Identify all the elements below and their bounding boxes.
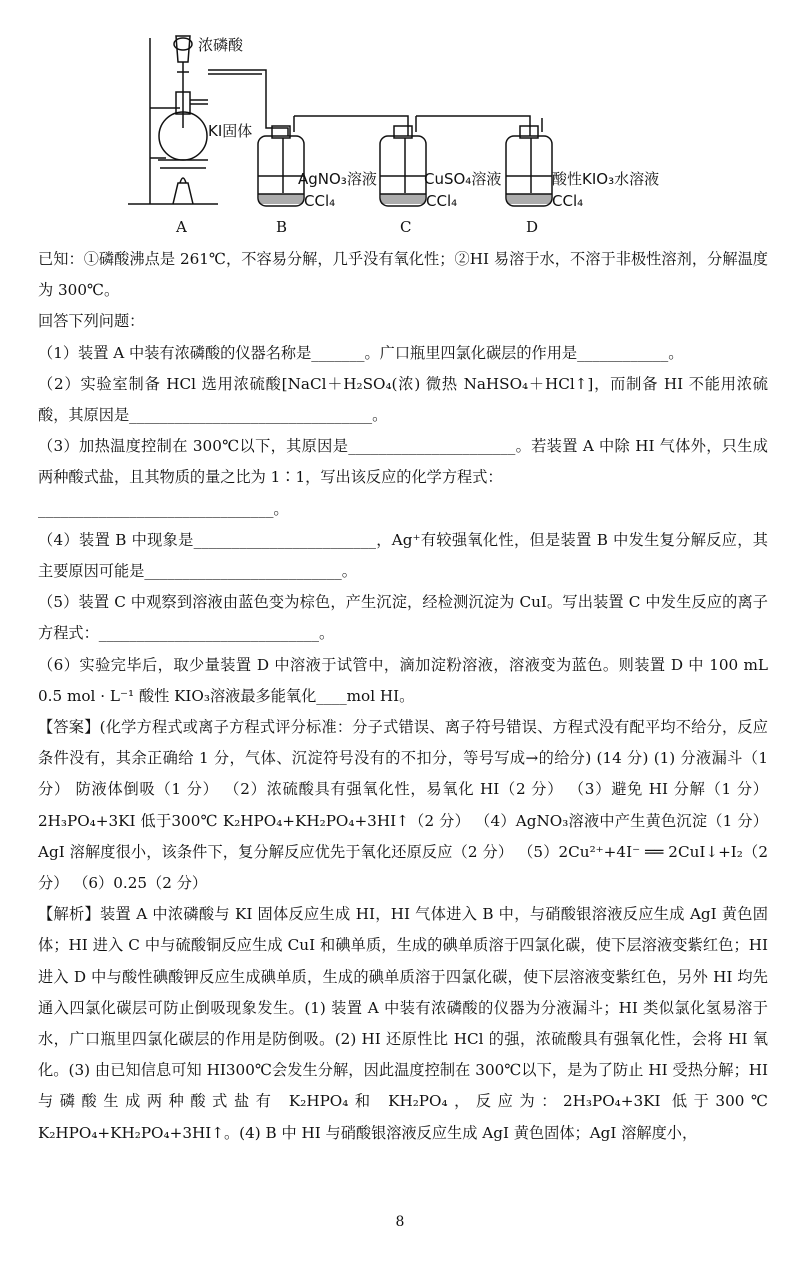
question-1: （1）装置 A 中装有浓磷酸的仪器名称是_______。广口瓶里四氯化碳层的作用是____________。 bbox=[38, 343, 684, 362]
label-ccl4-d: CCl₄ bbox=[552, 192, 584, 210]
document-body bbox=[38, 244, 768, 1149]
caption-b: B bbox=[276, 218, 288, 236]
apparatus-figure bbox=[118, 8, 698, 246]
alcohol-lamp bbox=[173, 183, 193, 204]
page-number: 8 bbox=[395, 1214, 405, 1230]
question-3-blank: _______________________________。 bbox=[38, 499, 289, 518]
answer-section: 【答案】(化学方程式或离子方程式评分标准：分子式错误、离子符号错误、方程式没有配平均不给分，反应条件没有，其余正确给 1 分，气体、沉淀符号没有的不扣分，等号写成→的给分) (14 分) (1) 分液漏斗（1 分） 防液体倒吸（1 分） （2）浓硫酸具有强氧化性，易氧化 HI（2 分） （3）避免 HI 分解（1 分） 2H₃PO₄+3KI 低于300℃ K₂HPO₄+KH₂PO₄+3HI↑（2 分） （4）AgNO₃溶液中产生黄色沉淀（1 分） AgI 溶解度很小，该条件下，复分解反应优先于氧化还原反应（2 分） （5）2Cu²⁺+4I⁻ ══ 2CuI↓+I₂（2 分） （6）0.25（2 分） bbox=[38, 718, 768, 893]
question-6: （6）实验完毕后，取少量装置 D 中溶液于试管中，滴加淀粉溶液，溶液变为蓝色。则装置 D 中 100 mL 0.5 mol · L⁻¹ 酸性 KIO₃溶液最多能氧化____mol HI。 bbox=[38, 655, 768, 705]
question-3: （3）加热温度控制在 300℃以下，其原因是______________________。若装置 A 中除 HI 气体外，只生成两种酸式盐，且其物质的量之比为 1∶1，写出该反应的化学方程式： bbox=[38, 437, 768, 487]
question-2: （2）实验室制备 HCl 选用浓硫酸[NaCl＋H₂SO₄(浓) 微热 NaHSO₄＋HCl↑]，而制备 HI 不能用浓硫酸，其原因是________________________________。 bbox=[38, 374, 768, 425]
label-c-solution: CuSO₄溶液 bbox=[424, 170, 502, 188]
label-b-solution: AgNO₃溶液 bbox=[298, 170, 377, 188]
tube-b-c bbox=[294, 116, 408, 136]
question-5: （5）装置 C 中观察到溶液由蓝色变为棕色，产生沉淀，经检测沉淀为 CuI。写出装置 C 中发生反应的离子方程式：_____________________________。 bbox=[38, 593, 768, 643]
label-d-solution: 酸性KIO₃水溶液 bbox=[552, 170, 660, 188]
label-acid: 浓磷酸 bbox=[198, 36, 244, 54]
label-ccl4-c: CCl₄ bbox=[426, 192, 458, 210]
analysis-section: 【解析】装置 A 中浓磷酸与 KI 固体反应生成 HI，HI 气体进入 B 中，与硝酸银溶液反应生成 AgI 黄色固体；HI 进入 C 中与硫酸铜反应生成 CuI 和碘单质，生成的碘单质溶于四氯化碳，使下层溶液变紫红色；HI 进入 D 中与酸性碘酸钾反应生成碘单质，生成的碘单质溶于四氯化碳，使下层溶液变紫红色，另外 HI 均先通入四氯化碳层可防止倒吸现象发生。(1) 装置 A 中装有浓磷酸的仪器为分液漏斗；HI 类似氯化氢易溶于水，广口瓶里四氯化碳层的作用是防倒吸。(2) HI 还原性比 HCl 的强，浓硫酸具有强氧化性，会将 HI 氧化。(3) 由已知信息可知 HI300℃会发生分解，因此温度控制在 300℃以下，是为了防止 HI 受热分解；HI 与磷酸生成两种酸式盐有 K₂HPO₄和 KH₂PO₄，反应为：2H₃PO₄+3KI 低于300℃ K₂HPO₄+KH₂PO₄+3HI↑。(4) B 中 HI 与硝酸银溶液反应生成 AgI 黄色固体；AgI 溶解度小， bbox=[38, 905, 768, 1142]
questions-intro: 回答下列问题： bbox=[38, 312, 145, 331]
caption-d: D bbox=[526, 218, 539, 236]
apparatus-diagram bbox=[118, 8, 698, 246]
label-ki: KI固体 bbox=[208, 122, 253, 140]
caption-a: A bbox=[176, 218, 187, 236]
tube-c-d bbox=[416, 116, 530, 136]
label-ccl4-b: CCl₄ bbox=[304, 192, 336, 210]
known-conditions: 已知：①磷酸沸点是 261℃，不容易分解，几乎没有氧化性；②HI 易溶于水，不溶于非极性溶剂，分解温度为 300℃。 bbox=[38, 250, 768, 300]
caption-c: C bbox=[400, 218, 412, 236]
question-4: （4）装置 B 中现象是________________________，Ag⁺有较强氧化性，但是装置 B 中发生复分解反应，其主要原因可能是__________________________。 bbox=[38, 530, 768, 581]
